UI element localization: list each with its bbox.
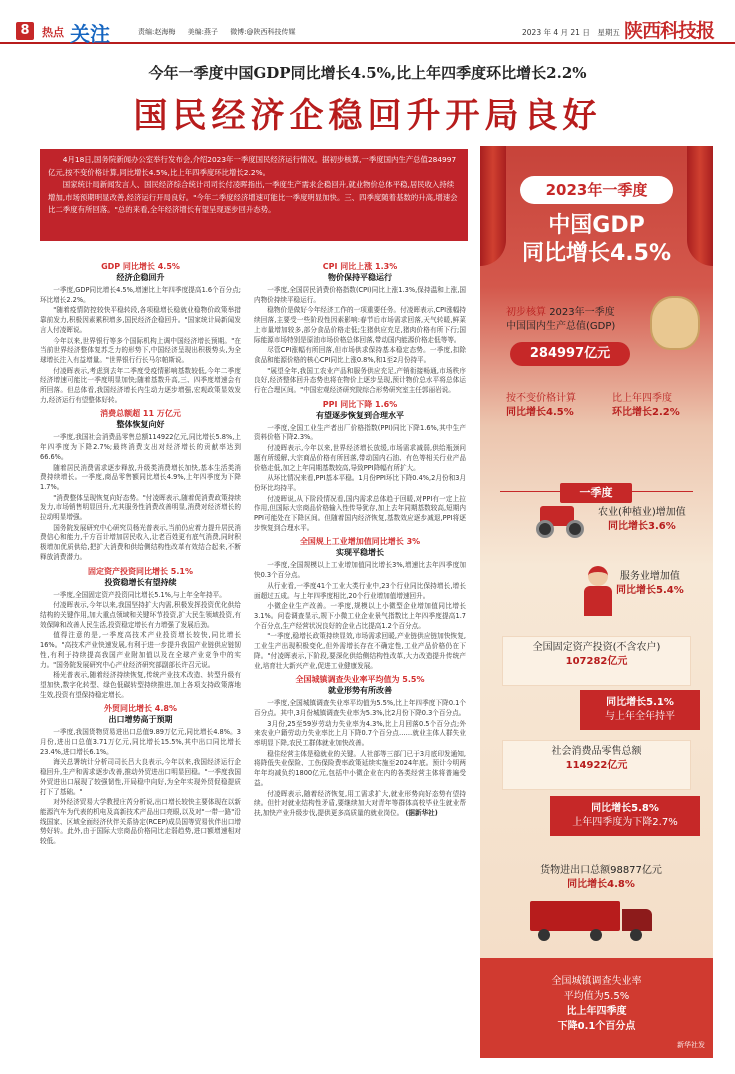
retail-note: 上年四季度为下降2.7% [572,817,678,828]
service-growth: 同比增长5.4% [616,585,684,596]
paragraph: 一季度,我国社会消费品零售总额114922亿元,同比增长5.8%,上年四季度为下降2.7%;最终消费支出对经济增长的贡献率达到66.6%。 [40,433,241,461]
fai-growth: 同比增长5.1% [606,697,674,708]
gdp-value: 284997亿元 [510,342,630,366]
agri-growth: 同比增长3.6% [608,521,676,532]
q1-section-label: 一季度 [560,483,632,503]
paragraph: 一季度,全国规模以上工业增加值同比增长3%,增速比去年四季度加快0.3个百分点。 [254,561,466,580]
graphic-credit: 新华社发 [677,1041,705,1049]
tractor-icon [536,498,588,538]
infographic-year-label: 2023年一季度 [520,176,673,204]
subheadline: 今年一季度中国GDP同比增长4.5%,比上年四季度环比增长2.2% [148,64,587,82]
lead-box [40,149,468,241]
section-title: 消费总额超 11 万亿元 [100,409,181,419]
fai-value: 107282亿元 [565,656,628,667]
section-title: 全国规上工业增加值同比增长 3% [299,537,421,547]
section-title: 外贸同比增长 4.8% [104,704,177,714]
truck-icon [530,901,660,941]
gdp-qoq [612,392,680,420]
section-subtitle: 有望逐步恢复到合理水平 [316,410,404,420]
retail-label: 社会消费品零售总额 [551,746,642,757]
unemployment-panel [480,958,713,1058]
trade-label: 货物进出口总额98877亿元 [540,865,662,876]
fai-label: 全国固定资产投资(不含农户) [532,642,661,653]
agri-stat [598,506,686,534]
paragraph: 一季度,全国城镇调查失业率平均值为5.5%,比上年四季度下降0.1个百分点。其中,3月份城镇调查失业率为5.3%,比2月份下降0.3个百分点。 [254,699,466,717]
paragraph: 一季度,全国工业生产者出厂价格指数(PPI)同比下降1.6%,其中生产资料价格下降2.3%。 [254,423,466,442]
paragraph: 付凌晖表示,今年以来,世界经济增长放缓,市场需求减弱,供给瓶颈问题有所缓解,大宗商品价格有所回落,带动国内石油、有色等相关行业产品价格走低,加之上年同期基数较高,导致PPI降幅有所扩大。 [254,444,466,472]
qoq-growth: 环比增长2.2% [612,407,680,418]
section-subtitle: 出口增势高于预期 [108,715,173,725]
infographic-title-line: 同比增长4.5% [521,241,672,266]
infographic-main-title [480,212,713,268]
section-subtitle: 物价保持平稳运行 [328,273,392,282]
paragraph: 付凌晖表示,考虑到去年二季度受疫情影响基数较低,今年二季度经济增速可能比一季度明显加快;随着基数升高,三、四季度增速会有所回落。但总体看,我国经济增长内生动力逐步增强,宏观政策显效发力,经济运行有望整体好转。 [40,366,241,404]
lead-paragraph: 4月18日,国务院新闻办公室举行发布会,介绍2023年一季度国民经济运行情况。据初步核算,一季度国内生产总值284997亿元,按不变价格计算,同比增长4.5%,比上年四季度环比增长2.2%。 [48,155,457,177]
header-bar [0,0,735,44]
retail-value: 114922亿元 [565,760,628,771]
fai-growth-band [580,690,700,730]
issue-date: 2023 年 4 月 21 日 星期五 [522,28,620,37]
money-bag-icon [650,296,700,350]
section-subtitle: 经济企稳回升 [116,273,165,282]
retail-growth: 同比增长5.8% [591,803,659,814]
page-number: 8 [16,22,34,40]
paragraph: 一季度,我国货物贸易进出口总值9.89万亿元,同比增长4.8%。3月份,进出口总值3.71万亿元,同比增长15.5%,其中出口同比增长23.4%,进口增长6.1%。 [40,728,241,756]
retail-panel [502,740,691,790]
retail-growth-band [550,796,700,836]
weibo: 微博:@陕西科技传媒 [230,28,296,36]
unemp-line: 平均值为5.5% [563,991,630,1002]
gdp-label [506,306,615,334]
gdp-label-line2: 中国国内生产总值(GDP) [506,321,616,332]
section-label-focus: 关注 [70,22,110,46]
lead-paragraph: 国家统计局新闻发言人、国民经济综合统计司司长付凌晖指出,一季度生产需求企稳回升,就业物价总体平稳,居民收入持续增加,市场预期明显改善,经济运行开局良好。"今年二季度经济增速可能比一季度明显加快。三、四季度随着基数的升高,增速会比二季度有所回落。"总的来看,全年经济增长有望呈现逐步回升态势。 [48,180,458,214]
paragraph: 3月份,25至59岁劳动力失业率为4.3%,比上月回落0.5个百分点;外来农业户籍劳动力失业率比上月下降0.7个百分点……就业主体人群失业率明显下降,农民工群体就业加快改善。 [254,719,466,748]
paragraph: 一季度,全国固定资产投资同比增长5.1%,与上年全年持平。 [53,590,226,599]
service-label: 服务业增加值 [619,571,680,582]
article-column-middle [254,258,466,1058]
paragraph: 尽管CPI涨幅有所回落,但市场供求保持基本稳定态势。一季度,扣除食品和能源价格的核心CPI同比上涨0.8%,和1至2月份持平。 [254,346,466,364]
vs-q4-label: 比上年四季度 [612,393,672,404]
section-title: PPI 同比下降 1.6% [322,399,398,409]
paragraph: "消费整体呈现恢复向好态势。"付凌晖表示,随着促消费政策持续发力,市场销售明显回升,尤其服务性消费改善明显,消费对经济增长的拉动明显增强。 [40,493,241,522]
paragraph: 稳物价是做好今年经济工作的一项重要任务。付凌晖表示,CPI涨幅持续回落,主要受一些阶段性因素影响:春节后市场需求回落,天气转暖,鲜菜上市量增加较多,部分食品价格走低;生猪供应充足,猪肉价格有所下行;国际能源市场特别是原油市场价格总体回落,带动国内能源价格走低等等。 [254,306,466,344]
unemployment-text [480,974,713,1034]
paragraph: 值得注意的是,一季度高技术产业投资增长较快,同比增长16%。"高技术产业快速发展,有利于进一步提升我国产业链供应链韧性,有利于持续提高我国产业附加值以及在全球产业竞争中的实力。"国务院发展研究中心产业经济研究部副部长许召元说。 [40,631,241,669]
editor: 责编:赵海梅 [138,28,176,36]
trade-growth: 同比增长4.8% [567,879,635,890]
paragraph: 小微企业生产改善。一季度,规模以上小微型企业增加值同比增长3.1%。问卷调查显示,规下小微工业企业景气指数比上年四季度提高1.7个百分点,生产经营状况良好的企业占比提高1.2个百分点。 [254,602,466,630]
service-worker-icon [580,566,616,622]
fai-panel [502,636,691,686]
section-label-hot: 热点 [42,26,64,39]
paragraph: 今年以来,世界银行等多个国际机构上调中国经济增长预期。"在当前世界经济整体复苏乏力的形势下,中国经济呈现出积极势头,为全球增长注入有益增量。"世界银行行长马尔帕斯说。 [40,336,241,364]
unemp-line: 比上年四季度 [566,1006,627,1017]
editor-credits [138,27,306,37]
paragraph: "一季度,稳增长政策持续显效,市场需求回暖,产业链供应链加快恢复,工业生产出现积极变化,但外需增长存在不确定性,工业产品价格仍在下降。"付凌晖表示,下阶段,要深化供给侧结构性改革,大力改造提升传统产业,培育壮大新兴产业,促进工业健康发展。 [254,632,466,670]
gdp-label-line1: 2023年一季度 [549,307,615,318]
headline: 国民经济企稳回升开局良好 [133,96,602,136]
article-column-left [40,258,241,1058]
paragraph: 随着居民消费需求逐步释放,升级类消费增长加快,基本生活类消费持续增长。一季度,商品零售额同比增长4.9%,上年四季度为下降1.7%。 [40,463,241,491]
source-credit: (据新华社) [405,808,438,817]
paragraph: 杨光普表示,随着经济持续恢复,传统产业技术改造、转型升级有望加快,数字化转型、绿色低碳转型持续推进,加上各项支持政策落地生效,投资有望保持稳定增长。 [40,671,241,699]
fai-note: 与上年全年持平 [605,711,675,722]
section-title: 全国城镇调查失业率平均值为 5.5% [295,675,425,685]
designer: 美编:燕子 [187,28,218,36]
paragraph: 从行业看,一季度41个工业大类行业中,23个行业同比保持增长,增长面超过五成。与上年四季度相比,20个行业增加值增速回升。 [254,581,466,600]
paragraph: 稳住经营主体是稳就业的关键。人社部等三部门已于3月底印发通知,将降低失业保险、工伤保险费率政策延续实施至2024年底。预计今明两年年均减负约1800亿元,包括中小微企业在内的各类经营主体将普遍受益。 [254,749,466,787]
agri-label: 农业(种植业)增加值 [598,507,686,518]
masthead-logo: 陕西科技报 [624,20,715,42]
paragraph: "展望全年,我国工农业产品和服务供应充足,产销衔接畅通,市场秩序良好,经济整体回升态势也将在物价上逐步呈现,预计物价总水平将总体运行在合理区间。"中国宏观经济研究院综合形势研究室主任郭丽岩说。 [254,366,466,395]
prelim-label: 初步核算 [506,307,546,318]
gdp-yoy [506,392,576,420]
infographic-title-line: 中国GDP [548,213,645,238]
section-title: 固定资产投资同比增长 5.1% [88,566,193,576]
section-title: CPI 同比上涨 1.3% [322,262,398,271]
const-price-label: 按不变价格计算 [506,393,576,404]
unemp-line: 下降0.1个百分点 [557,1021,636,1032]
section-subtitle: 实现平稳增长 [336,548,384,558]
paragraph-text: 付凌晖表示,随着经济恢复,用工需求扩大,就业形势向好态势有望持续。但针对就业结构性矛盾,要继续加大对青年等群体高校毕业生就业帮扶,加快产业升级步伐,提供更多高质量的就业岗位。 [254,789,466,817]
paragraph [254,790,466,819]
paragraph: 付凌晖说,从下阶段情况看,国内需求总体趋于回暖,对PPI有一定上拉作用,但国际大宗商品价格输入性传导犹存,加上去年同期基数较高,短期内PPI可能处在下降区间。但随着国内经济恢复,基数效应逐步减退,PPI将逐步恢复到合理水平。 [254,494,466,532]
paragraph: 一季度,全国居民消费价格指数(CPI)同比上涨1.3%,保持温和上涨,国内物价持续平稳运行。 [254,286,466,304]
paragraph: 对外经济贸易大学教授庄芮分析说,出口增长较快主要体现在以新能源汽车为代表的机电及高新技术产品出口亮眼,以及对"一带一路"沿线国家、区域全面经济伙伴关系协定(RCEP)成员国等贸易伙伴出口增势好转。此外,由于国际大宗商品价格同比走弱趋势,进口额增速相对较低。 [40,798,241,846]
paragraph: "随着疫情防控较快平稳转段,各项稳增长稳就业稳物价政策举措靠前发力,积极因素累积增多,国民经济企稳回升。"国家统计局新闻发言人付凌晖说。 [40,306,241,334]
section-subtitle: 整体恢复向好 [116,420,165,430]
paragraph: 付凌晖表示,今年以来,我国坚持扩大内需,积极发挥投资优化供给结构的关键作用,加大重点领域和关键环节投资,扩大民生领域投资,有效保障和改善人民生活,投资稳定增长有力增强了发展后劲。 [40,601,241,629]
section-title: GDP 同比增长 4.5% [101,262,180,271]
section-subtitle: 投资稳增长有望持续 [104,577,177,587]
yoy-growth: 同比增长4.5% [506,407,574,418]
paragraph: 从环比情况来看,PPI基本平稳。1月份PPI环比下降0.4%,2月份和3月份环比均持平。 [254,474,466,492]
paragraph: 海关总署统计分析司司长吕大良表示,今年以来,我国经济运行企稳回升,生产和需求逐步改善,推动外贸进出口明显回稳。"一季度我国外贸进出口展现了较强韧性,开局稳中向好,为全年实现外贸促稳提质打下了基础。" [40,758,241,796]
section-subtitle: 就业形势有所改善 [328,686,392,696]
paragraph: 一季度,GDP同比增长4.5%,增速比上年四季度提高1.6个百分点;环比增长2.2%。 [40,286,241,304]
paragraph: 国务院发展研究中心研究员杨光普表示,当前仍应着力提升居民消费信心和能力,千方百计增加居民收入,让老百姓更有底气消费,同时积极增加优质供给,把扩大消费和供给侧结构性改革有效结合起来,不断释放消费潜力。 [40,523,241,561]
unemp-line: 全国城镇调查失业率 [551,976,642,987]
trade-stat [516,864,686,892]
service-stat [616,570,684,598]
infographic-panel [480,146,713,1058]
